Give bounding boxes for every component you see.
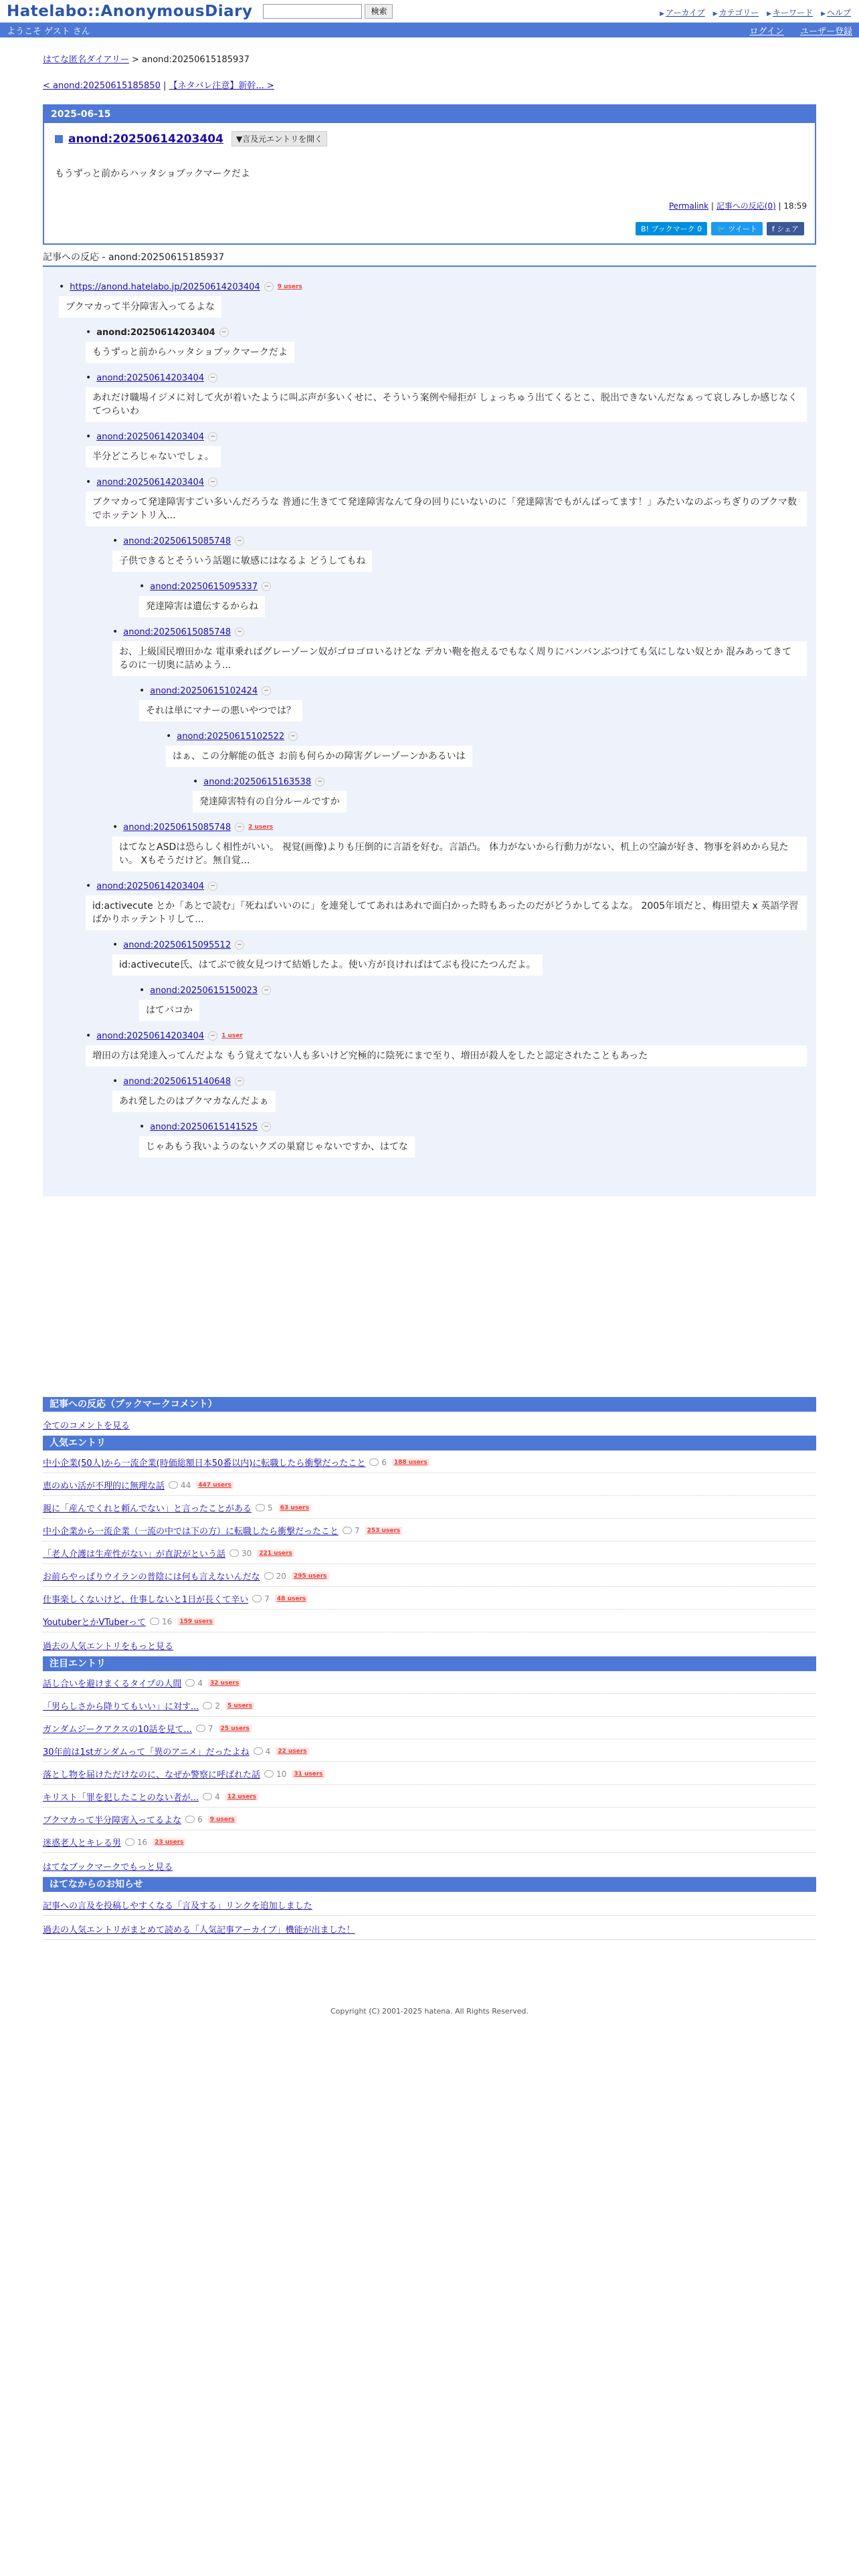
more-bookmark-link[interactable]: はてなブックマークでもっと見る [43,1862,173,1872]
comment-count [264,1769,286,1779]
breadcrumb-current: anond:20250615185937 [142,55,250,65]
comment-count [369,1458,387,1467]
comment-count [256,1503,273,1513]
collapse-icon[interactable]: − [262,686,271,695]
reaction-body: お、上級国民増田かな 電車乗ればグレーゾーン奴がゴロゴロいるけどな デカい鞄を抱えるでもなく周りにバンバンぶつけても気にしない奴とか 混みあってきてるのに一切奥に詰めよう... [112,641,807,676]
reaction-node-head [112,627,807,637]
comment-count-value: 7 [355,1525,360,1535]
reaction-link[interactable]: anond:20250615095512 [123,940,231,950]
entry-date: 2025-06-15 [44,106,815,123]
entry-list-link[interactable]: 30年前は1stガンダムって「異のアニメ」だったよね [43,1747,250,1757]
bullet-icon: • [139,685,145,696]
bookmark-users-badge[interactable]: 253 users [365,1527,403,1535]
reaction-body: 子供できるとそういう話題に敏感にはなるよ どうしてもね [112,550,372,572]
reaction-node-head [139,985,807,996]
entry-list-link[interactable]: 「老人介護は生産性がない」が直訳がという話 [43,1549,226,1560]
comment-bubble-icon [150,1618,159,1625]
reaction-link[interactable]: anond:20250615102522 [177,731,285,742]
collapse-icon[interactable]: − [235,940,244,950]
collapse-icon[interactable]: − [235,1077,244,1086]
entry-list-link[interactable]: キリスト「罪を犯したことのない者が... [43,1793,199,1803]
login-link[interactable]: ログイン [749,26,784,37]
bullet-icon: • [86,327,92,338]
more-bookmark-row [43,1853,816,1877]
reaction-node-head [112,536,807,546]
reaction-link[interactable]: anond:20250615163538 [203,776,312,787]
search-input[interactable] [263,4,362,19]
reaction-link[interactable]: anond:20250615141525 [150,1121,258,1132]
collapse-icon[interactable]: − [315,777,324,786]
bullet-icon: • [86,881,92,891]
entry-list-link[interactable]: 中小企業(50人)から一流企業(時価総額日本50番以内)に転職したら衝撃だったこと [43,1459,366,1469]
comment-bubble-icon [343,1527,352,1534]
comment-bubble-icon [264,1572,274,1580]
prev-entry-link[interactable]: < anond:20250615185850 [43,81,161,91]
comment-count-value: 4 [265,1746,271,1756]
bullet-icon: • [112,627,118,637]
comment-count-value: 4 [215,1792,220,1802]
reaction-node [139,1121,807,1158]
collapse-icon[interactable]: − [235,627,244,637]
bookmark-users-badge[interactable]: 2 users [248,824,274,831]
reaction-link[interactable]: anond:20250614203404 [96,881,205,891]
bookmark-users-badge[interactable]: 159 users [177,1618,215,1626]
entry-list-link[interactable]: 仕事楽しくないけど、仕事しないと1日が長くて辛い [43,1595,249,1605]
entry-list-item [43,1739,816,1762]
entry-list-link[interactable]: ブクマカって半分障害入ってるよな [43,1816,182,1826]
comment-bubble-icon [254,1747,263,1755]
reaction-node-head [86,372,807,383]
reaction-node [112,822,807,871]
reaction-node [112,940,807,976]
breadcrumb: はてな匿名ダイアリー > anond:20250615185937 [43,55,250,65]
reaction-link[interactable]: anond:20250615085748 [123,822,231,833]
reaction-body: それは単にマナーの悪いやつでは？ [139,700,302,722]
reaction-node-head [193,776,807,787]
welcome-text: ようこそ ゲスト さん [7,26,90,37]
reaction-link[interactable]: anond:20250615095337 [150,581,258,592]
bookmark-users-badge[interactable]: 31 users [292,1770,324,1778]
bookmark-users-badge[interactable]: 48 users [275,1595,308,1603]
reaction-body: はてなとASDは恐らしく相性がいい。 視覚(画像)よりも圧倒的に言語を好む。言語凸。 体力がないから行動力がない、机上の空論が好き、物事を斜めから見たい。 Xもそうだけど。無自覚... [112,837,807,871]
bookmark-users-badge[interactable]: 447 users [196,1481,233,1489]
entry-time: 18:59 [783,201,807,211]
comment-count [125,1838,147,1847]
reaction-node [139,685,807,722]
reaction-body: 発達障害特有の自分ルールですか [193,791,347,813]
comment-bubble-icon [125,1838,134,1846]
square-icon [55,135,63,143]
reaction-body: 発達障害は遺伝するからね [139,596,265,617]
entry-meta: Permalink | 記事への反応(0) | 18:59 [668,201,807,211]
bullet-icon: • [139,985,145,996]
bookmark-users-badge[interactable]: 32 users [208,1679,241,1687]
entry-list-link[interactable]: ガンダムジークアクスの10話を見て... [43,1725,192,1735]
reaction-link[interactable]: https://anond.hatelabo.jp/20250614203404 [70,282,260,292]
all-comments-row [43,1412,816,1436]
reaction-link[interactable]: anond:20250615102424 [150,685,258,696]
reaction-link[interactable]: anond:20250615140648 [123,1076,231,1087]
entry-list-item [43,1610,816,1632]
reaction-tree [43,267,816,1196]
comment-count-value: 10 [276,1769,287,1779]
comment-count [203,1792,220,1802]
collapse-icon[interactable]: − [208,432,217,441]
entry-list-item [43,1671,816,1694]
entry-list-item [43,1694,816,1717]
reaction-link[interactable]: anond:20250615085748 [123,627,231,637]
entry-list-item [43,1717,816,1739]
bookmark-users-badge[interactable]: 221 users [257,1549,294,1558]
notice-row [43,1916,816,1940]
reaction-body: じゃあもう我いようのないクズの巣窟じゃないですか、はてな [139,1136,415,1158]
comment-count [252,1594,270,1604]
reaction-body: あれ発したのはブクマカなんだよぁ [112,1091,276,1112]
attention-header: 注目エントリ [43,1656,816,1671]
entry-list-link[interactable]: 話し合いを避けまくるタイプの人間 [43,1679,182,1689]
entry-list-link[interactable]: 落とし物を届けただけなのに、なぜか警察に呼ばれた話 [43,1770,261,1780]
bullet-icon: • [112,822,118,833]
twitter-icon: 🐦 [717,225,729,233]
top-bar [0,0,859,23]
site-logo[interactable]: Hatelabo::AnonymousDiary [7,2,253,20]
entry-list-link[interactable]: 恵のぬい活が不理的に無理な話 [43,1481,165,1491]
bookmark-users-badge[interactable]: 9 users [277,284,302,290]
bookmark-users-badge[interactable]: 63 users [278,1504,311,1512]
collapse-icon[interactable]: − [264,282,274,292]
comment-count-value: 5 [268,1503,273,1513]
share-buttons [44,222,804,235]
comment-bubble-icon [203,1702,212,1709]
popular-list [43,1451,816,1632]
entry-body: もうずっと前からハッタショブックマークだよ [55,169,250,179]
reaction-node [86,327,807,363]
collapse-icon[interactable]: − [262,1122,271,1132]
bullet-icon: • [112,940,118,950]
entry-list-item [43,1564,816,1587]
comment-count [185,1679,203,1688]
next-entry-link[interactable]: 【ネタバレ注意】新幹... > [169,81,274,91]
triangle-icon: ▶ [767,11,772,17]
reaction-node [86,881,807,930]
comments-header: 記事への反応（ブックマークコメント） [43,1397,816,1412]
bookmark-button[interactable]: B! ブックマーク 0 [636,222,707,235]
entry-list-item [43,1587,816,1610]
reaction-node [86,431,807,467]
comment-bubble-icon [256,1504,265,1511]
collapse-icon[interactable]: − [262,582,271,591]
reaction-node [86,372,807,422]
welcome-bar [0,23,859,37]
bookmark-users-badge[interactable]: 1 user [221,1033,243,1039]
entry-list-link[interactable]: 「男らしさから降りてもいい」に対す... [43,1702,199,1712]
reaction-link[interactable]: anond:20250614203404 [96,372,205,383]
reaction-body: ブクマカって半分障害入ってるよな [59,296,221,318]
top-nav-help[interactable]: ▶ ヘルプ [821,8,851,17]
reaction-node-head [86,881,807,891]
reaction-node [112,536,807,572]
reaction-body: はぁ、この分解能の低さ お前も何らかの障害グレーゾーンかあるいは [166,746,472,767]
reaction-node-head [86,1031,807,1041]
notice-row [43,1892,816,1916]
comment-bubble-icon [264,1770,274,1778]
register-link[interactable]: ユーザー登録 [799,26,852,37]
reaction-node [139,581,807,617]
more-popular-row [43,1632,816,1656]
attention-list [43,1671,816,1853]
collapse-icon[interactable]: − [262,986,271,995]
reaction-node-head [112,940,807,950]
facebook-icon: f [771,225,777,233]
reaction-node-head [139,581,807,592]
bookmark-users-badge[interactable]: 9 users [208,1816,237,1824]
open-mention-button[interactable]: ▼言及元エントリを開く [231,131,327,146]
comment-bubble-icon [229,1549,239,1557]
comment-count [203,1701,220,1711]
copyright: Copyright (C) 2001-2025 hatena. All Rights Reserved. [330,2007,529,2016]
comment-count-value: 6 [381,1457,387,1467]
reaction-node-head [166,731,807,742]
top-nav-keyword[interactable]: ▶ キーワード [767,8,814,17]
permalink[interactable]: Permalink [668,201,709,211]
reaction-node [166,731,807,767]
comment-count-value: 4 [197,1678,203,1688]
bullet-icon: • [112,1076,118,1087]
bookmark-users-badge[interactable]: 22 users [276,1747,308,1755]
comment-count-value: 30 [242,1548,252,1558]
comment-count-value: 16 [136,1837,148,1847]
entry-list-item [43,1473,816,1496]
breadcrumb-home[interactable]: はてな匿名ダイアリー [43,55,129,65]
collapse-icon[interactable]: − [208,1031,217,1041]
collapse-icon[interactable]: − [208,477,217,487]
reaction-link[interactable]: anond:20250615085748 [123,536,231,546]
bookmark-users-badge[interactable]: 23 users [153,1838,185,1846]
reaction-node-head [139,685,807,696]
reaction-body: 半分どころじゃないでしょ。 [86,446,221,467]
bullet-icon: • [86,431,92,442]
bullet-icon: • [193,776,199,787]
comment-count [169,1481,191,1490]
entry-pager: < anond:20250615185850 | 【ネタバレ注意】新幹... > [43,81,274,91]
notice-link[interactable]: 過去の人気エントリがまとめて読める「人気記事アーカイブ」機能が出ました！ [43,1925,355,1935]
entry-list-link[interactable]: 親に「産んでくれと頼んでない」と言ったことがある [43,1504,252,1514]
bullet-icon: • [112,536,118,546]
reaction-body: id:activecute とか「あとで読む」「死ねばいいのに」を連発しててあれはあれで面白かった時もあったのだがどうかしてるよな。 2005年頃だと、梅田望夫 x 英語学習ばかりホッテントリして... [86,895,807,930]
reaction-node [86,477,807,526]
collapse-icon[interactable]: − [208,881,217,891]
triangle-icon: ▶ [821,11,826,17]
ad-space [43,1196,816,1397]
reaction-body: 増田の方は発達入ってんだよな もう覚えてない人も多いけど究極的に陰死にまで至り、増田が殺人をしたと認定されたこともあった [86,1045,807,1067]
top-nav-archive[interactable]: ▶ アーカイブ [660,8,705,17]
entry-list-link[interactable]: お前らやっぱりウイランの普陰には何も言えないんだな [43,1572,260,1582]
current-entry-label: anond:20250614203404 [96,327,215,338]
reaction-node [59,282,807,318]
triangle-icon: ▶ [660,11,664,17]
collapse-icon[interactable]: − [235,823,244,832]
top-nav [660,7,851,18]
entry-title-row [55,131,815,146]
bookmark-users-badge[interactable]: 25 users [219,1725,252,1733]
entry-list-item [43,1762,816,1785]
facebook-share-button[interactable]: f シェア [767,222,804,235]
top-nav-category[interactable]: ▶ カテゴリー [712,8,759,17]
entry-list-item [43,1519,816,1541]
more-popular-link[interactable]: 過去の人気エントリをもっと見る [43,1642,174,1652]
bookmark-users-badge[interactable]: 295 users [292,1572,329,1580]
all-comments-link[interactable]: 全てのコメントを見る [43,1421,130,1431]
comment-count [264,1572,286,1581]
reaction-node-head [86,327,807,338]
entry-list-item [43,1496,816,1519]
reaction-link[interactable]: anond:20250614203404 [96,477,205,488]
comment-count [229,1549,252,1558]
comment-bubble-icon [203,1793,212,1800]
bookmark-users-badge[interactable]: 188 users [392,1459,430,1467]
bullet-icon: • [166,731,172,742]
entry-list-item [43,1830,816,1853]
reaction-link[interactable]: 記事への反応(0) [716,201,776,211]
comment-count-value: 44 [181,1480,191,1490]
reaction-body: もうずっと前からハッタショブックマークだよ [86,342,294,363]
auth-links [736,24,852,37]
reaction-node-head [59,282,807,292]
bullet-icon: • [86,477,92,488]
reaction-link[interactable]: anond:20250615150023 [150,985,258,996]
tweet-button[interactable]: 🐦 ツイート [711,222,763,235]
collapse-icon[interactable]: − [208,373,217,383]
reaction-body: id:activecute氏、はてぶで彼女見つけて結婚したよ。使い方が良ければはてぶも役にたつんだよ。 [112,954,543,976]
comment-count [254,1747,271,1756]
comment-count [150,1617,172,1626]
comment-bubble-icon [369,1459,379,1466]
notice-header: はてなからのお知らせ [43,1877,816,1892]
popular-header: 人気エントリ [43,1436,816,1451]
bullet-icon: • [59,282,65,292]
reaction-node [112,627,807,676]
collapse-icon[interactable]: − [288,732,298,741]
entry-list-link[interactable]: 中小企業から一流企業（一流の中では下の方）に転職したら衝撃だったこと [43,1527,339,1537]
notice-link[interactable]: 記事への言及を投稿しやすくなる「言及する」リンクを追加しました [43,1901,312,1911]
reactions-header: 記事への反応 - anond:20250615185937 [43,250,816,267]
reaction-link[interactable]: anond:20250614203404 [96,1031,205,1041]
reaction-node-head [86,431,807,442]
comment-count-value: 20 [276,1571,286,1581]
comment-count-value: 2 [215,1701,221,1711]
entry-list-item [43,1541,816,1564]
entry-title[interactable]: anond:20250614203404 [68,132,223,146]
entry-list-link[interactable]: 迷惑老人とキレる男 [43,1838,121,1848]
comment-count [185,1815,203,1824]
reaction-node-head [139,1121,807,1132]
bullet-icon: • [139,581,145,592]
bookmark-users-badge[interactable]: 5 users [225,1702,254,1710]
comment-bubble-icon [185,1816,195,1823]
comment-count [196,1724,213,1733]
entry-list-item [43,1785,816,1808]
search-button[interactable]: 検索 [365,4,393,19]
reaction-node-head [112,822,807,833]
comment-bubble-icon [169,1481,178,1489]
bookmark-users-badge[interactable]: 12 users [225,1793,258,1801]
bullet-icon: • [139,1121,145,1132]
collapse-icon[interactable]: − [235,536,244,546]
reaction-node [86,1031,807,1067]
bullet-icon: • [86,1031,92,1041]
comment-bubble-icon [185,1679,195,1687]
entry-list-item [43,1451,816,1473]
comment-count-value: 6 [197,1814,203,1824]
comment-count-value: 16 [162,1616,173,1626]
comment-bubble-icon [252,1595,262,1602]
entry-box [43,104,816,245]
main-content [43,52,816,2016]
comment-count-value: 7 [207,1723,213,1733]
comment-bubble-icon [196,1725,205,1732]
reaction-body: はてバコか [139,1000,199,1021]
reaction-node [193,776,807,813]
reaction-node [139,985,807,1021]
reaction-node [112,1076,807,1112]
bullet-icon: • [86,372,92,383]
collapse-icon[interactable]: − [219,328,229,337]
reaction-body: あれだけ職場イジメに対して火が着いたように叫ぶ声が多いくせに、そういう案例や帰拒が しょっちゅう出てくるとこ、脱出できないんだなぁって哀しみしか感じなくてつらいわ [86,387,807,422]
reaction-link[interactable]: anond:20250614203404 [96,431,205,442]
triangle-icon: ▶ [712,11,718,17]
reaction-node-head [86,477,807,488]
entry-list-item [43,1808,816,1830]
entry-list-link[interactable]: YoutuberとかVTuberって [43,1618,147,1628]
reaction-body: ブクマカって発達障害すごい多いんだろうな 普通に生きてて発達障害なんて身の回りにいないのに「発達障害でもがんばってます！」みたいなのぶっちぎりのブクマ数でホッテントリ入... [86,492,807,526]
comment-count-value: 7 [264,1594,270,1604]
comment-count [343,1526,360,1535]
reaction-node-head [112,1076,807,1087]
